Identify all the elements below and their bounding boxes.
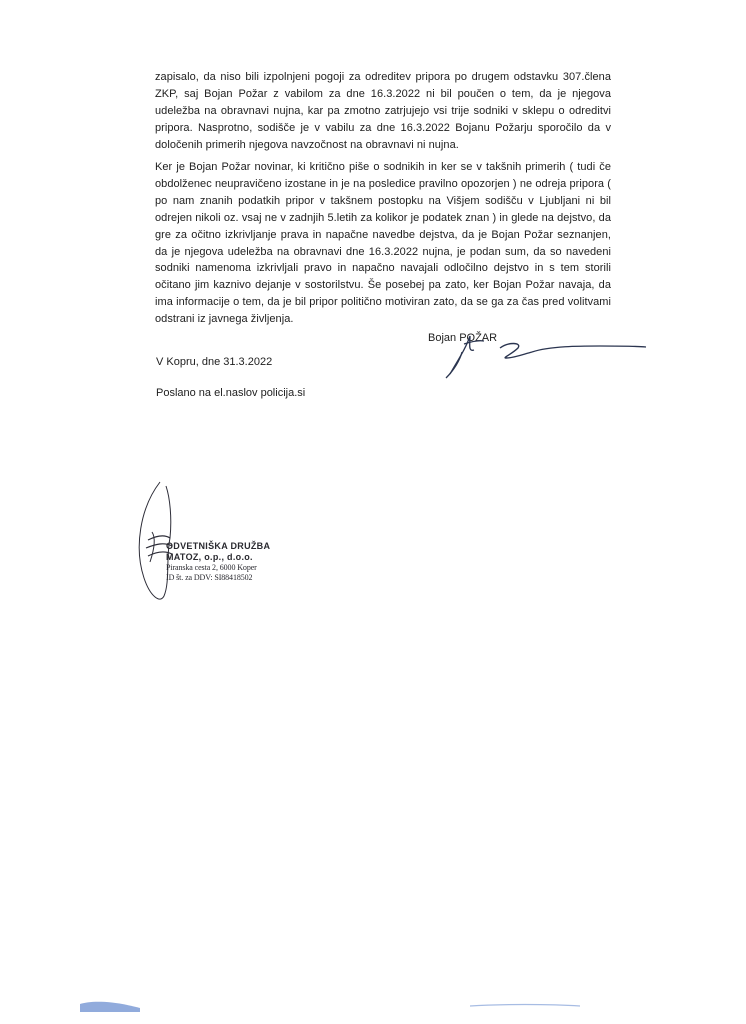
signatory-name: Bojan POŽAR xyxy=(428,332,498,344)
stamp-firm-legal-form: MATOZ, o.p., d.o.o. xyxy=(166,552,253,562)
law-firm-stamp xyxy=(166,541,270,582)
place-and-date: V Kopru, dne 31.3.2022 xyxy=(156,356,273,368)
stamp-tax-id: ID št. za DDV: SI88418502 xyxy=(166,572,253,582)
stamp-address: Piranska cesta 2, 6000 Koper xyxy=(166,563,257,572)
paragraph-2: Ker je Bojan Požar novinar, ki kritično piše o sodnikih in ker se v takšnih primerih ( tudi če obdolženec neupravičeno izostane in je na posledice pravilno opozorjen ) ne odreja pripora ( po nam znanih podatkih pripor v takšnem postopku na Višjem sodišču v Ljubljani ni bil odrejen nikoli oz. vsaj ne v zadnjih 5.letih za kolikor je podatek znan ) in glede na dejstvo, da gre za očitno izkrivljanje prava in napačne navedbe dejstva, da je Bojan Požar seznanjen, da je njegova udeležba na obravnavi dne 16.3.2022 nujna, je podan sum, da so navedeni sodniki namenoma izkrivljali pravo in napačno navajali odločilno dejstvo in s tem storili očitano jim kaznivo dejanje v sostorilstvu. Še posebej pa zato, ker Bojan Požar navaja, da ima informacije o tem, da je bil pripor politično motiviran zato, da se ga za čas pred volitvami odstrani iz javnega življenja. xyxy=(155,161,611,326)
sent-to-line: Poslano na el.naslov policija.si xyxy=(156,387,306,399)
handwritten-signature xyxy=(440,330,650,380)
scan-artifact-left xyxy=(80,998,140,1012)
paragraph-1: zapisalo, da niso bili izpolnjeni pogoji za odreditev pripora po drugem odstavku 307.člena ZKP, saj Bojan Požar z vabilom za dne 16.3.2022 ni bil poučen o tem, da je njegova udeležba na obravnavi nujna, kar pa zmotno zatrjujejo vsi trije sodniki v sklepu o odreditvi pripora. Nasprotno, sodišče je v vabilu za dne 16.3.2022 Bojanu Požarju sporočilo da v določenih primerih njegova navzočnost na obravnavi ni nujna. xyxy=(155,71,611,151)
scan-artifact-right xyxy=(470,1001,580,1009)
stamp-firm-name: ODVETNIŠKA DRUŽBA xyxy=(166,541,271,551)
